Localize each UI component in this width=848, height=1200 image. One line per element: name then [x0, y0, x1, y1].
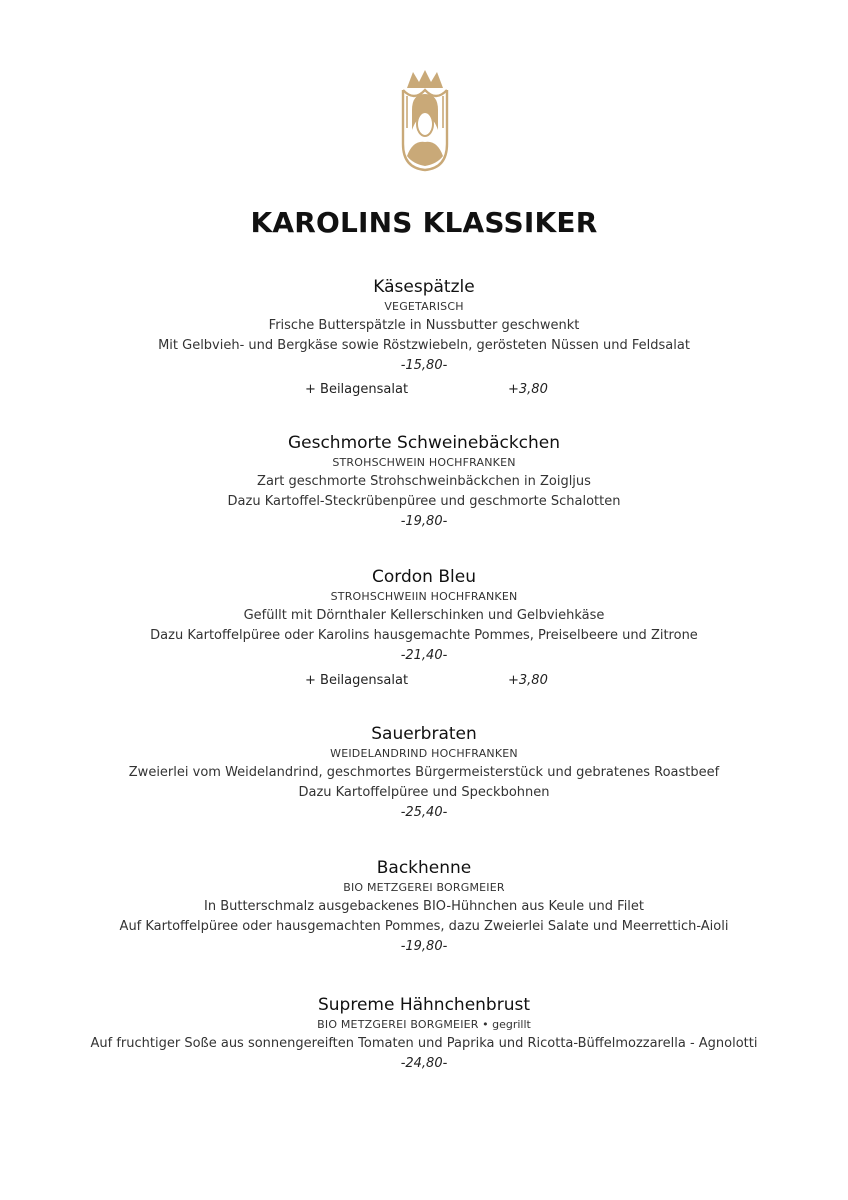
dish-source: STROHSCHWEIIN HOCHFRANKEN	[330, 590, 518, 603]
dish-description-line: Mit Gelbvieh- und Bergkäse sowie Röstzwiebeln, gerösteten Nüssen und Feldsalat	[158, 338, 690, 353]
dish-description-line: Frische Butterspätzle in Nussbutter geschwenkt	[268, 318, 580, 333]
dish-name: Käsespätzle	[373, 277, 475, 297]
dish-source-label: BIO METZGEREI BORGMEIER	[317, 1018, 479, 1031]
side-option-label: + Beilagensalat	[305, 673, 409, 688]
dish-kaesespaetzle	[0, 277, 848, 374]
menu-title: KAROLINS KLASSIKER	[250, 206, 598, 239]
dish-name: Geschmorte Schweinebäckchen	[287, 433, 561, 453]
side-option-row	[0, 382, 848, 398]
dish-price: -19,80-	[400, 939, 448, 954]
dish-description-line: Auf Kartoffelpüree oder hausgemachten Pommes, dazu Zweierlei Salate und Meerrettich-Aioli	[119, 919, 729, 934]
dish-schweinebaeckchen	[0, 433, 848, 530]
dish-source: VEGETARISCH	[384, 300, 464, 313]
dish-source	[0, 1018, 848, 1032]
dish-backhenne	[0, 858, 848, 955]
dish-price: -25,40-	[400, 805, 448, 820]
dish-description-line: In Butterschmalz ausgebackenes BIO-Hühnchen aus Keule und Filet	[203, 899, 645, 914]
dish-description-line: Zart geschmorte Strohschweinbäckchen in Zoigljus	[257, 474, 591, 489]
dish-description-line: Dazu Kartoffel-Steckrübenpüree und geschmorte Schalotten	[227, 494, 621, 509]
dish-source: WEIDELANDRIND HOCHFRANKEN	[330, 747, 518, 760]
crowned-lady-logo-icon	[399, 68, 451, 172]
dish-name: Supreme Hähnchenbrust	[317, 995, 531, 1015]
dish-name: Sauerbraten	[371, 724, 477, 744]
side-option-row	[0, 673, 848, 689]
dish-description-line: Auf fruchtiger Soße aus sonnengereiften Tomaten und Paprika und Ricotta-Büffelmozzarella - Agnolotti	[90, 1036, 758, 1051]
dish-price: -15,80-	[400, 358, 448, 373]
dish-name: Backhenne	[376, 858, 472, 878]
dish-name: Cordon Bleu	[372, 567, 476, 587]
side-option-label: + Beilagensalat	[305, 382, 409, 397]
dish-source: BIO METZGEREI BORGMEIER	[343, 881, 505, 894]
side-option-price: +3,80	[508, 382, 548, 397]
dish-price: -24,80-	[400, 1056, 448, 1071]
dish-supreme-haehnchenbrust	[0, 995, 848, 1072]
dish-description-line: Dazu Kartoffelpüree und Speckbohnen	[298, 785, 550, 800]
dish-description-line: Dazu Kartoffelpüree oder Karolins hausgemachte Pommes, Preiselbeere und Zitrone	[150, 628, 698, 643]
dish-price: -19,80-	[400, 514, 448, 529]
dish-sauerbraten	[0, 724, 848, 821]
dish-source: STROHSCHWEIN HOCHFRANKEN	[332, 456, 516, 469]
dish-description-line: Zweierlei vom Weidelandrind, geschmortes Bürgermeisterstück und gebratenes Roastbeef	[128, 765, 720, 780]
dish-preparation-note: • gegrillt	[478, 1018, 531, 1031]
dish-cordon-bleu	[0, 567, 848, 664]
side-option-price: +3,80	[508, 673, 548, 688]
dish-description-line: Gefüllt mit Dörnthaler Kellerschinken und Gelbviehkäse	[243, 608, 605, 623]
dish-price: -21,40-	[400, 648, 448, 663]
